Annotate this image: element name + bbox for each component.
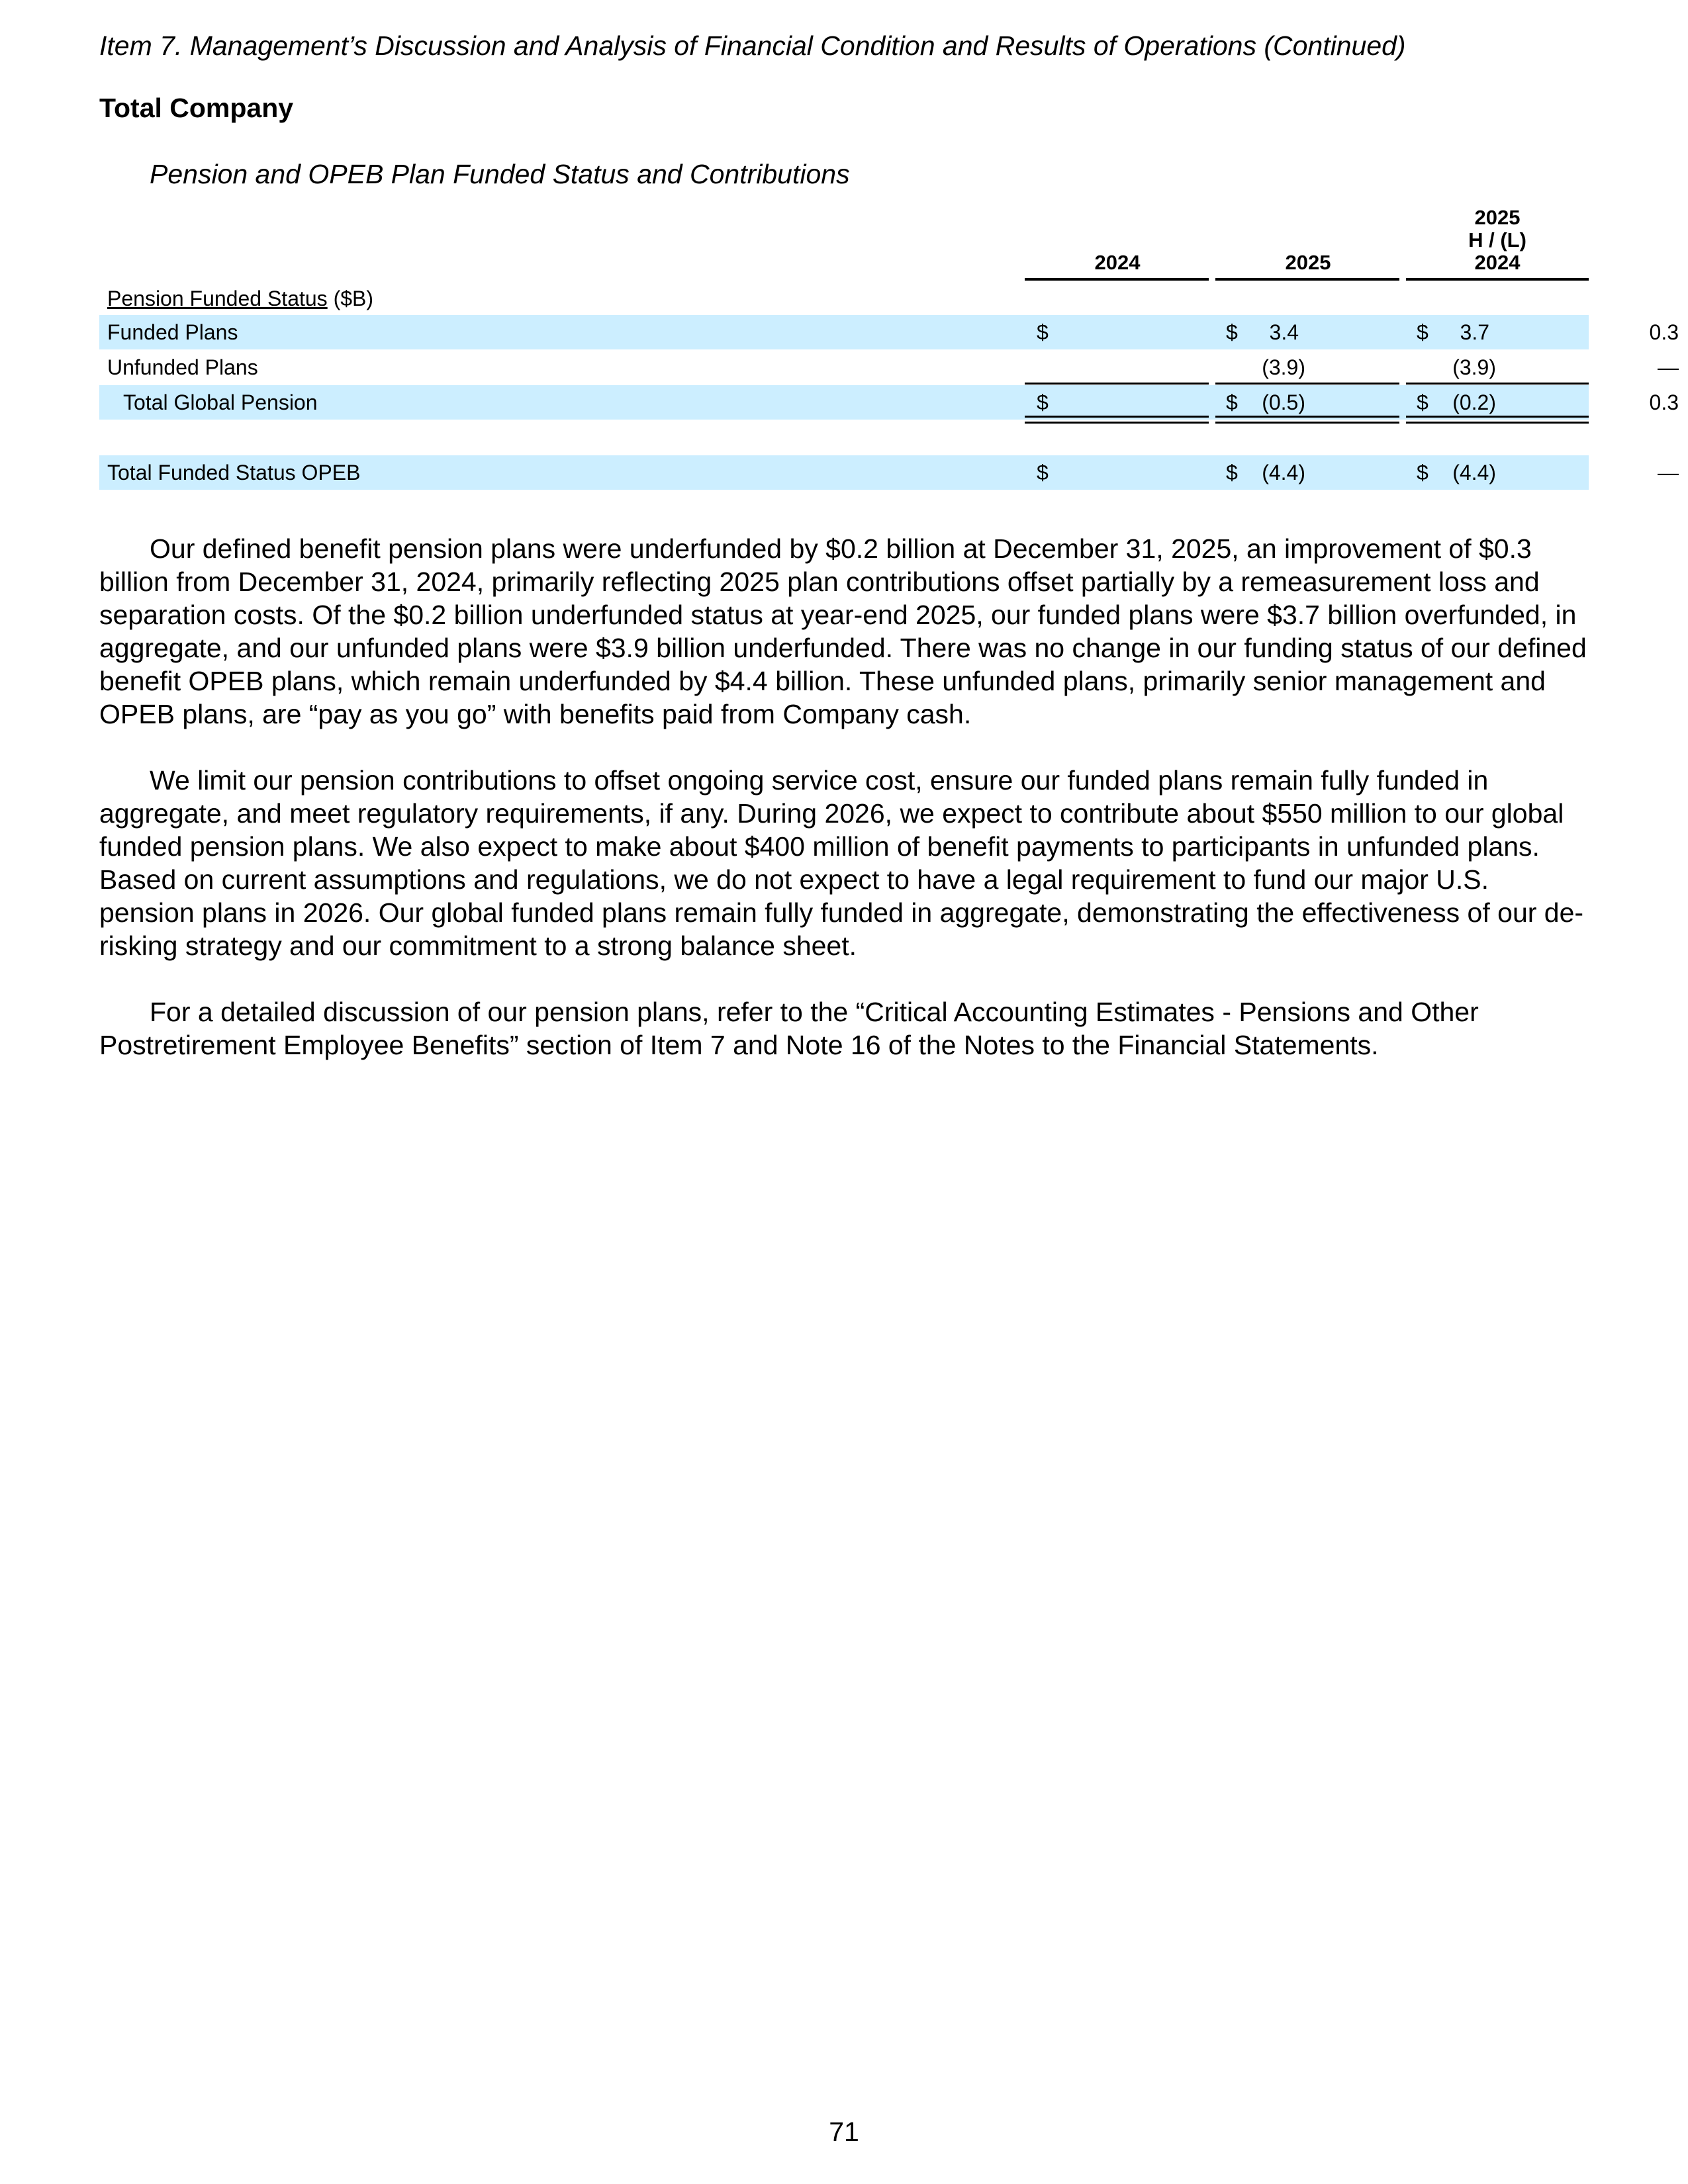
dollar-sign: $ — [1226, 390, 1238, 414]
row-label: Funded Plans — [107, 320, 238, 344]
table-title: Pension and OPEB Plan Funded Status and Contributions — [150, 159, 850, 189]
dollar-sign: $ — [1037, 320, 1049, 344]
dollar-sign: $ — [1417, 390, 1429, 414]
column-header-rule — [1406, 278, 1589, 281]
value-change: 0.3 — [1649, 390, 1679, 414]
table-row — [99, 385, 1679, 420]
body-paragraph-text: For a detailed discussion of our pension plans, refer to the “Critical Accounting Estimates - Pensions and Other Postretirement Employee Benefits” section of Item 7 and Note 16 of the Notes to the Financial Statements. — [99, 997, 1479, 1060]
total-double-rule — [1215, 416, 1399, 424]
column-header-change — [1406, 206, 1589, 274]
body-paragraph — [99, 764, 1589, 962]
column-header-2025: 2025 — [1285, 251, 1331, 274]
subtotal-rule — [1025, 383, 1209, 385]
total-double-rule — [1406, 416, 1589, 424]
value-2024: (4.4) — [1262, 461, 1305, 484]
column-header-change-line3: 2024 — [1474, 251, 1521, 274]
dollar-sign: $ — [1417, 320, 1429, 344]
dollar-sign: $ — [1226, 320, 1238, 344]
dollar-sign: $ — [1037, 390, 1049, 414]
value-change: — — [1658, 355, 1679, 379]
group-label-text: Pension Funded Status — [107, 287, 328, 310]
item-header: Item 7. Management’s Discussion and Analysis of Financial Condition and Results of Operations (Continued) — [99, 30, 1406, 61]
column-header-rule — [1025, 278, 1209, 281]
column-header-2024: 2024 — [1094, 251, 1141, 274]
table-row — [99, 455, 1679, 490]
dollar-sign: $ — [1226, 461, 1238, 484]
row-label: Total Global Pension — [123, 390, 318, 414]
total-double-rule — [1025, 416, 1209, 424]
column-header-change-line2: H / (L) — [1468, 228, 1526, 251]
table-row — [99, 350, 1679, 385]
subtotal-rule — [1215, 383, 1399, 385]
value-change: — — [1658, 461, 1679, 484]
body-paragraph-text: We limit our pension contributions to offset ongoing service cost, ensure our funded plans remain fully funded in aggregate, and meet regulatory requirements, if any. During 2026, we expect to contribute about $550 million to our global funded pension plans. We also expect to make about $400 million of benefit payments to participants in unfunded plans. Based on current assumptions and regulations, we do not expect to have a legal requirement to fund our major U.S. pension plans in 2026. Our global funded plans remain fully funded in aggregate, demonstrating the effectiveness of our de-risking strategy and our commitment to a strong balance sheet. — [99, 765, 1584, 961]
page-number: 71 — [829, 2116, 859, 2147]
column-header-change-line1: 2025 — [1474, 206, 1521, 229]
body-paragraph — [99, 532, 1589, 731]
value-2025: (0.2) — [1452, 390, 1496, 414]
section-title: Total Company — [99, 93, 294, 123]
table-row — [99, 315, 1679, 349]
value-2024: (0.5) — [1262, 390, 1305, 414]
value-2024: (3.9) — [1262, 355, 1305, 379]
value-2025: 3.7 — [1460, 320, 1489, 344]
value-2025: (3.9) — [1452, 355, 1496, 379]
value-change: 0.3 — [1649, 320, 1679, 344]
row-label: Total Funded Status OPEB — [107, 461, 361, 484]
subtotal-rule — [1406, 383, 1589, 385]
body-paragraph — [99, 995, 1589, 1062]
dollar-sign: $ — [1417, 461, 1429, 484]
column-header-rule — [1215, 278, 1399, 281]
value-2024: 3.4 — [1269, 320, 1299, 344]
row-label: Unfunded Plans — [107, 355, 258, 379]
group-label-unit: ($B) — [327, 287, 374, 310]
body-paragraph-text: Our defined benefit pension plans were underfunded by $0.2 billion at December 31, 2025, an improvement of $0.3 billion from December 31, 2024, primarily reflecting 2025 plan contributions offset partially by a remeasurement loss and separation costs. Of the $0.2 billion underfunded status at year-end 2025, our funded plans were $3.7 billion overfunded, in aggregate, and our unfunded plans were $3.9 billion underfunded. There was no change in our funding status of our defined benefit OPEB plans, which remain underfunded by $4.4 billion. These unfunded plans, primarily senior management and OPEB plans, are “pay as you go” with benefits paid from Company cash. — [99, 533, 1587, 729]
value-2025: (4.4) — [1452, 461, 1496, 484]
group-label — [107, 287, 373, 311]
dollar-sign: $ — [1037, 461, 1049, 484]
